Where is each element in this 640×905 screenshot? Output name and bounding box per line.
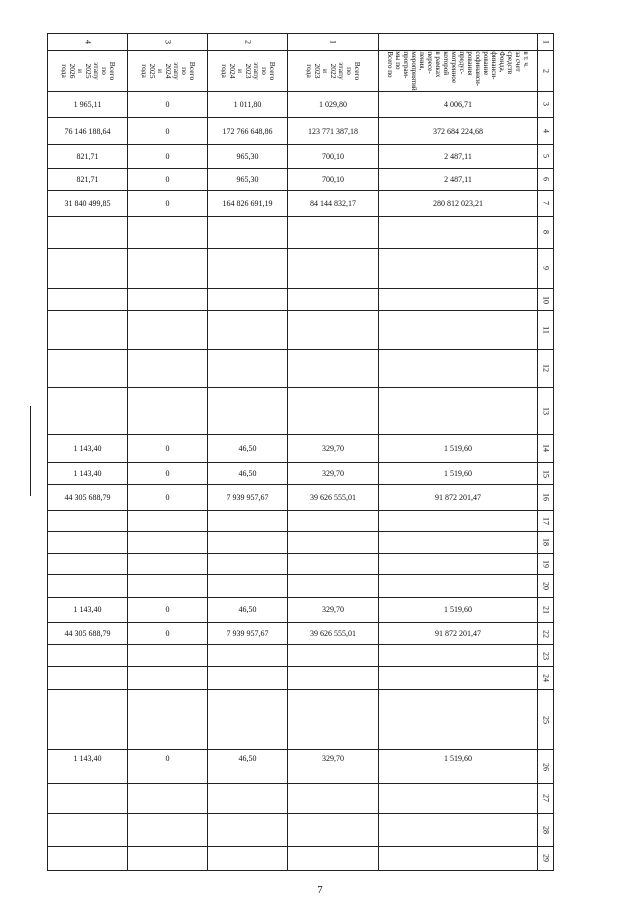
cell-c3: [128, 575, 208, 597]
row-number-cell: [538, 689, 554, 750]
column-header-text: Всего по этапу 2023 и 2024 года: [219, 61, 277, 81]
row-number: 8: [541, 230, 550, 235]
row-number-cell: [538, 554, 554, 575]
cell-c1: [288, 645, 379, 667]
row-number: 15: [541, 469, 550, 478]
cell-c4: 821,71: [48, 145, 128, 168]
cell-c2: 7 939 957,67: [208, 485, 288, 510]
cell-c4: [48, 689, 128, 750]
cell-c1: 329,70: [288, 463, 379, 485]
table-row: [48, 190, 554, 216]
row-number-cell: [538, 217, 554, 248]
cell-c2: [208, 645, 288, 667]
cell-c4: [48, 645, 128, 667]
row-number: 14: [541, 444, 550, 453]
row-number-cell: [538, 190, 554, 216]
cell-c1: [288, 667, 379, 689]
cell-c2: [208, 667, 288, 689]
cell-cdesc: [379, 531, 538, 553]
column-number-c3: [128, 34, 208, 51]
table-row: [48, 667, 554, 689]
table-row: [48, 750, 554, 783]
column-number-text: 4: [83, 40, 92, 45]
column-header-c4: [48, 51, 128, 91]
cell-c4: [48, 388, 128, 435]
cell-c4: [48, 217, 128, 248]
cell-c1: 329,70: [288, 597, 379, 622]
row-number: 26: [541, 762, 550, 771]
cell-c1: 329,70: [288, 750, 379, 783]
cell-c1: [288, 783, 379, 813]
cell-c2: [208, 248, 288, 288]
cell-c2: 7 939 957,67: [208, 622, 288, 644]
table-row: [48, 645, 554, 667]
cell-c3: [128, 667, 208, 689]
cell-c1: [288, 311, 379, 349]
table-row: [48, 575, 554, 597]
table-row: [48, 388, 554, 435]
row-number: 22: [541, 629, 550, 638]
row-number-cell: [538, 597, 554, 622]
column-number-c1: [288, 34, 379, 51]
cell-c4: [48, 510, 128, 531]
cell-c4: [48, 349, 128, 387]
cell-c1: [288, 217, 379, 248]
cell-c2: 965,30: [208, 168, 288, 190]
cell-cdesc: [379, 689, 538, 750]
cell-c3: [128, 554, 208, 575]
row-number-cell: [538, 622, 554, 644]
row-number: 27: [541, 794, 550, 803]
cell-c1: 84 144 832,17: [288, 190, 379, 216]
row-number: 24: [541, 674, 550, 683]
cell-c1: 700,10: [288, 168, 379, 190]
row-number-cell: [538, 750, 554, 783]
row-number-cell: [538, 434, 554, 462]
cell-c2: [208, 349, 288, 387]
row-number: 9: [541, 266, 550, 271]
table-row: [48, 311, 554, 349]
row-number: 23: [541, 651, 550, 660]
cell-c3: 0: [128, 485, 208, 510]
cell-c1: 700,10: [288, 145, 379, 168]
budget-table: [47, 33, 554, 871]
cell-c4: [48, 667, 128, 689]
row-number: 16: [541, 493, 550, 502]
row-number-cell: [538, 248, 554, 288]
cell-c2: 1 011,80: [208, 91, 288, 117]
row-number-cell: [538, 510, 554, 531]
cell-cdesc: [379, 575, 538, 597]
cell-cdesc: [379, 846, 538, 870]
cell-c2: [208, 311, 288, 349]
table-row: [48, 91, 554, 117]
cell-c3: [128, 846, 208, 870]
cell-c4: [48, 248, 128, 288]
row-number: 11: [541, 326, 550, 334]
table-row: [48, 554, 554, 575]
row-number: 5: [541, 154, 550, 159]
cell-c3: [128, 510, 208, 531]
cell-cdesc: [379, 554, 538, 575]
row-number-cell: [538, 34, 554, 51]
column-number-text: 2: [243, 40, 252, 45]
cell-c3: [128, 217, 208, 248]
cell-c4: [48, 814, 128, 846]
cell-c3: [128, 248, 208, 288]
row-number-cell: [538, 288, 554, 310]
row-number: 2: [541, 68, 550, 73]
cell-c4: 44 305 688,79: [48, 485, 128, 510]
cell-cdesc: 2 487,11: [379, 168, 538, 190]
cell-c4: [48, 554, 128, 575]
cell-c3: 0: [128, 117, 208, 144]
table-row: [48, 145, 554, 168]
cell-cdesc: 4 006,71: [379, 91, 538, 117]
cell-c2: [208, 217, 288, 248]
cell-c2: 46,50: [208, 434, 288, 462]
cell-c1: [288, 388, 379, 435]
table-row: [48, 117, 554, 144]
cell-c4: 1 143,40: [48, 750, 128, 783]
page-number: 7: [317, 884, 323, 896]
column-header-text: Всего по этапу 2022 и 2023 года: [305, 61, 362, 81]
cell-cdesc: [379, 388, 538, 435]
cell-cdesc: [379, 510, 538, 531]
column-number-cdesc: [379, 34, 538, 51]
cell-c4: [48, 783, 128, 813]
cell-c3: 0: [128, 750, 208, 783]
row-number-cell: [538, 531, 554, 553]
margin-mark: [30, 406, 31, 496]
table-row: [48, 463, 554, 485]
cell-cdesc: 1 519,60: [379, 597, 538, 622]
table-row: [48, 168, 554, 190]
cell-c4: [48, 311, 128, 349]
cell-c4: [48, 288, 128, 310]
cell-c2: 965,30: [208, 145, 288, 168]
row-number-cell: [538, 575, 554, 597]
cell-c3: [128, 311, 208, 349]
table-row: [48, 434, 554, 462]
table-row: [48, 51, 554, 91]
cell-c1: [288, 510, 379, 531]
row-number-cell: [538, 168, 554, 190]
cell-c1: [288, 689, 379, 750]
cell-c3: 0: [128, 190, 208, 216]
cell-c3: [128, 388, 208, 435]
column-header-c3: [128, 51, 208, 91]
table-row: [48, 689, 554, 750]
cell-c2: [208, 783, 288, 813]
column-number-c4: [48, 34, 128, 51]
cell-c4: [48, 575, 128, 597]
cell-cdesc: [379, 814, 538, 846]
cell-c2: [208, 531, 288, 553]
cell-c1: [288, 248, 379, 288]
cell-c2: 46,50: [208, 463, 288, 485]
row-number-cell: [538, 463, 554, 485]
table-row: [48, 510, 554, 531]
cell-c3: 0: [128, 145, 208, 168]
cell-c2: [208, 846, 288, 870]
cell-c4: 1 143,40: [48, 434, 128, 462]
cell-c2: [208, 288, 288, 310]
row-number-cell: [538, 645, 554, 667]
row-number: 18: [541, 538, 550, 547]
cell-cdesc: 1 519,60: [379, 434, 538, 462]
row-number: 4: [541, 129, 550, 134]
cell-c3: 0: [128, 597, 208, 622]
cell-c1: 123 771 387,18: [288, 117, 379, 144]
cell-cdesc: [379, 667, 538, 689]
cell-c4: [48, 531, 128, 553]
column-number-text: 3: [163, 40, 172, 45]
cell-c2: 164 826 691,19: [208, 190, 288, 216]
cell-c1: 329,70: [288, 434, 379, 462]
cell-c3: [128, 288, 208, 310]
row-number-cell: [538, 814, 554, 846]
cell-c2: [208, 554, 288, 575]
cell-c3: 0: [128, 434, 208, 462]
row-number: 29: [541, 854, 550, 863]
cell-c1: 1 029,80: [288, 91, 379, 117]
row-number-cell: [538, 388, 554, 435]
row-number-cell: [538, 667, 554, 689]
cell-c3: 0: [128, 91, 208, 117]
cell-cdesc: [379, 349, 538, 387]
cell-c2: 46,50: [208, 597, 288, 622]
table-row: [48, 248, 554, 288]
table-row: [48, 597, 554, 622]
row-number: 20: [541, 581, 550, 590]
cell-c1: 39 626 555,01: [288, 622, 379, 644]
cell-c1: [288, 554, 379, 575]
table-row: [48, 783, 554, 813]
column-header-text: в т. ч. за счет средств Фонда, финанси- рование софинанси- рования предус- мотренное которой в рамках пересе- ления, мероприятий програм- мы по Всего по: [386, 51, 530, 91]
cell-c3: [128, 783, 208, 813]
cell-cdesc: [379, 288, 538, 310]
table-row: [48, 814, 554, 846]
row-number-cell: [538, 311, 554, 349]
cell-c1: [288, 531, 379, 553]
cell-cdesc: 1 519,60: [379, 750, 538, 783]
column-header-c2: [208, 51, 288, 91]
row-number: 12: [541, 364, 550, 373]
table-row: [48, 349, 554, 387]
row-number: 6: [541, 177, 550, 182]
table-row: [48, 846, 554, 870]
table-body: [48, 34, 554, 871]
row-number: 3: [541, 102, 550, 107]
cell-cdesc: [379, 645, 538, 667]
cell-c3: [128, 531, 208, 553]
table-row: [48, 288, 554, 310]
cell-c3: 0: [128, 622, 208, 644]
cell-cdesc: 91 872 201,47: [379, 622, 538, 644]
cell-cdesc: 91 872 201,47: [379, 485, 538, 510]
cell-c4: [48, 846, 128, 870]
cell-cdesc: 1 519,60: [379, 463, 538, 485]
cell-c1: [288, 575, 379, 597]
cell-c3: 0: [128, 463, 208, 485]
cell-cdesc: [379, 311, 538, 349]
cell-c2: [208, 510, 288, 531]
table-row: [48, 217, 554, 248]
row-number: 10: [541, 295, 550, 304]
row-number-cell: [538, 145, 554, 168]
row-number-cell: [538, 783, 554, 813]
column-header-cdesc: [379, 51, 538, 91]
cell-c1: [288, 846, 379, 870]
row-number: 7: [541, 201, 550, 206]
cell-cdesc: 2 487,11: [379, 145, 538, 168]
cell-c1: [288, 349, 379, 387]
cell-c3: [128, 689, 208, 750]
cell-c4: 31 840 499,85: [48, 190, 128, 216]
row-number: 25: [541, 715, 550, 724]
row-number-cell: [538, 117, 554, 144]
row-number: 1: [541, 40, 550, 45]
table-row: [48, 485, 554, 510]
cell-c4: 1 965,11: [48, 91, 128, 117]
cell-c3: [128, 349, 208, 387]
row-number-cell: [538, 91, 554, 117]
column-number-c2: [208, 34, 288, 51]
row-number-cell: [538, 485, 554, 510]
cell-c3: 0: [128, 168, 208, 190]
cell-c4: 821,71: [48, 168, 128, 190]
cell-c2: [208, 575, 288, 597]
row-number: 13: [541, 406, 550, 415]
cell-c4: 1 143,40: [48, 463, 128, 485]
row-number-cell: [538, 51, 554, 91]
table-row: [48, 622, 554, 644]
cell-c2: 172 766 648,86: [208, 117, 288, 144]
cell-c2: [208, 689, 288, 750]
cell-c3: [128, 814, 208, 846]
cell-c2: 46,50: [208, 750, 288, 783]
cell-c2: [208, 814, 288, 846]
row-number-cell: [538, 349, 554, 387]
cell-c4: 76 146 188,64: [48, 117, 128, 144]
column-number-text: 1: [328, 40, 338, 45]
cell-c1: [288, 814, 379, 846]
row-number-cell: [538, 846, 554, 870]
row-number: 28: [541, 825, 550, 834]
cell-c1: 39 626 555,01: [288, 485, 379, 510]
column-header-text: Всего по этапу 2024 и 2025 года: [139, 61, 197, 81]
table-row: [48, 531, 554, 553]
cell-c4: 1 143,40: [48, 597, 128, 622]
cell-cdesc: [379, 217, 538, 248]
cell-cdesc: [379, 783, 538, 813]
cell-cdesc: 372 684 224,68: [379, 117, 538, 144]
cell-cdesc: 280 812 023,21: [379, 190, 538, 216]
cell-c4: 44 305 688,79: [48, 622, 128, 644]
column-header-text: Всего по этапу 2025 и 2026 года: [59, 61, 117, 81]
row-number: 17: [541, 516, 550, 525]
cell-c1: [288, 288, 379, 310]
table-row: [48, 34, 554, 51]
column-header-c1: [288, 51, 379, 91]
cell-c2: [208, 388, 288, 435]
cell-cdesc: [379, 248, 538, 288]
row-number: 21: [541, 605, 550, 614]
row-number: 19: [541, 560, 550, 569]
cell-c3: [128, 645, 208, 667]
